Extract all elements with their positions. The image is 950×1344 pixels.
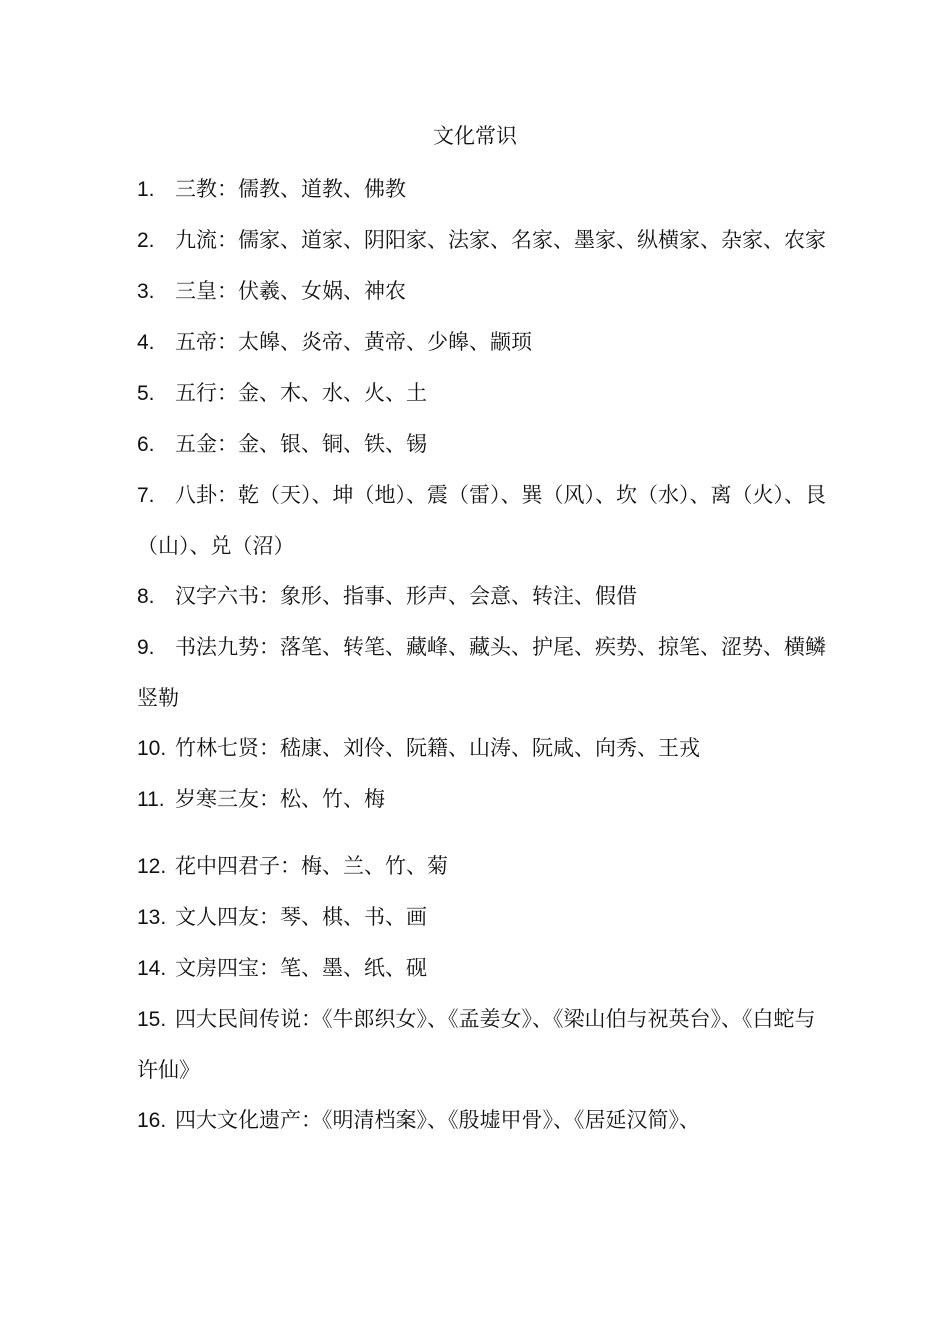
item-number: 10. [137,737,167,760]
item-number: 11. [137,788,165,811]
list-item-5 [137,368,827,419]
item-number: 12. [137,855,167,878]
item-number: 7. [137,484,155,507]
item-text: 五帝：太皞、炎帝、黄帝、少皞、颛顼 [175,330,532,354]
item-text: 文人四友：琴、棋、书、画 [175,905,427,929]
item-number: 13. [137,906,167,929]
list-item-1 [137,164,827,215]
item-text: 文房四宝：笔、墨、纸、砚 [175,956,427,980]
item-number: 15. [137,1008,167,1031]
list-item-9 [137,622,827,723]
list-item-6 [137,419,827,470]
item-text: 书法九势：落笔、转笔、藏峰、藏头、护尾、疾势、掠笔、涩势、横鳞竖勒 [137,635,826,710]
list-item-4 [137,317,827,368]
item-number: 14. [137,957,167,980]
item-text: 四大民间传说：《牛郎织女》、《孟姜女》、《梁山伯与祝英台》、《白蛇与许仙》 [137,1007,816,1082]
item-number: 8. [137,585,155,608]
item-number: 1. [137,178,155,201]
list-item-3 [137,266,827,317]
item-text: 四大文化遗产：《明清档案》、《殷墟甲骨》、《居延汉简》、 [175,1108,700,1132]
item-number: 6. [137,433,155,456]
list-item-13 [137,892,827,943]
list-item-10 [137,723,827,774]
list-item-7 [137,470,827,571]
list-item-8 [137,571,827,622]
item-text: 九流：儒家、道家、阴阳家、法家、名家、墨家、纵横家、杂家、农家 [175,228,826,252]
item-list [137,164,827,1146]
item-text: 三教：儒教、道教、佛教 [175,177,406,201]
item-text: 花中四君子：梅、兰、竹、菊 [175,854,448,878]
item-number: 16. [137,1109,167,1132]
item-text: 五行：金、木、水、火、土 [175,381,427,405]
item-text: 三皇：伏羲、女娲、神农 [175,279,406,303]
item-text: 岁寒三友：松、竹、梅 [175,787,385,811]
item-number: 5. [137,382,155,405]
list-item-15 [137,994,827,1095]
list-item-12 [137,841,827,892]
list-item-11 [137,774,827,825]
list-item-16 [137,1095,827,1146]
item-number: 4. [137,331,155,354]
list-item-2 [137,215,827,266]
item-number: 2. [137,229,155,252]
item-number: 3. [137,280,155,303]
item-text: 五金：金、银、铜、铁、锡 [175,432,427,456]
list-item-14 [137,943,827,994]
item-text: 竹林七贤：嵇康、刘伶、阮籍、山涛、阮咸、向秀、王戎 [175,736,700,760]
item-text: 八卦：乾（天）、坤（地）、震（雷）、巽（风）、坎（水）、离（火）、艮（山）、兑（沼） [137,483,826,558]
item-number: 9. [137,636,155,659]
document-title: 文化常识 [433,124,517,148]
item-text: 汉字六书：象形、指事、形声、会意、转注、假借 [175,584,637,608]
